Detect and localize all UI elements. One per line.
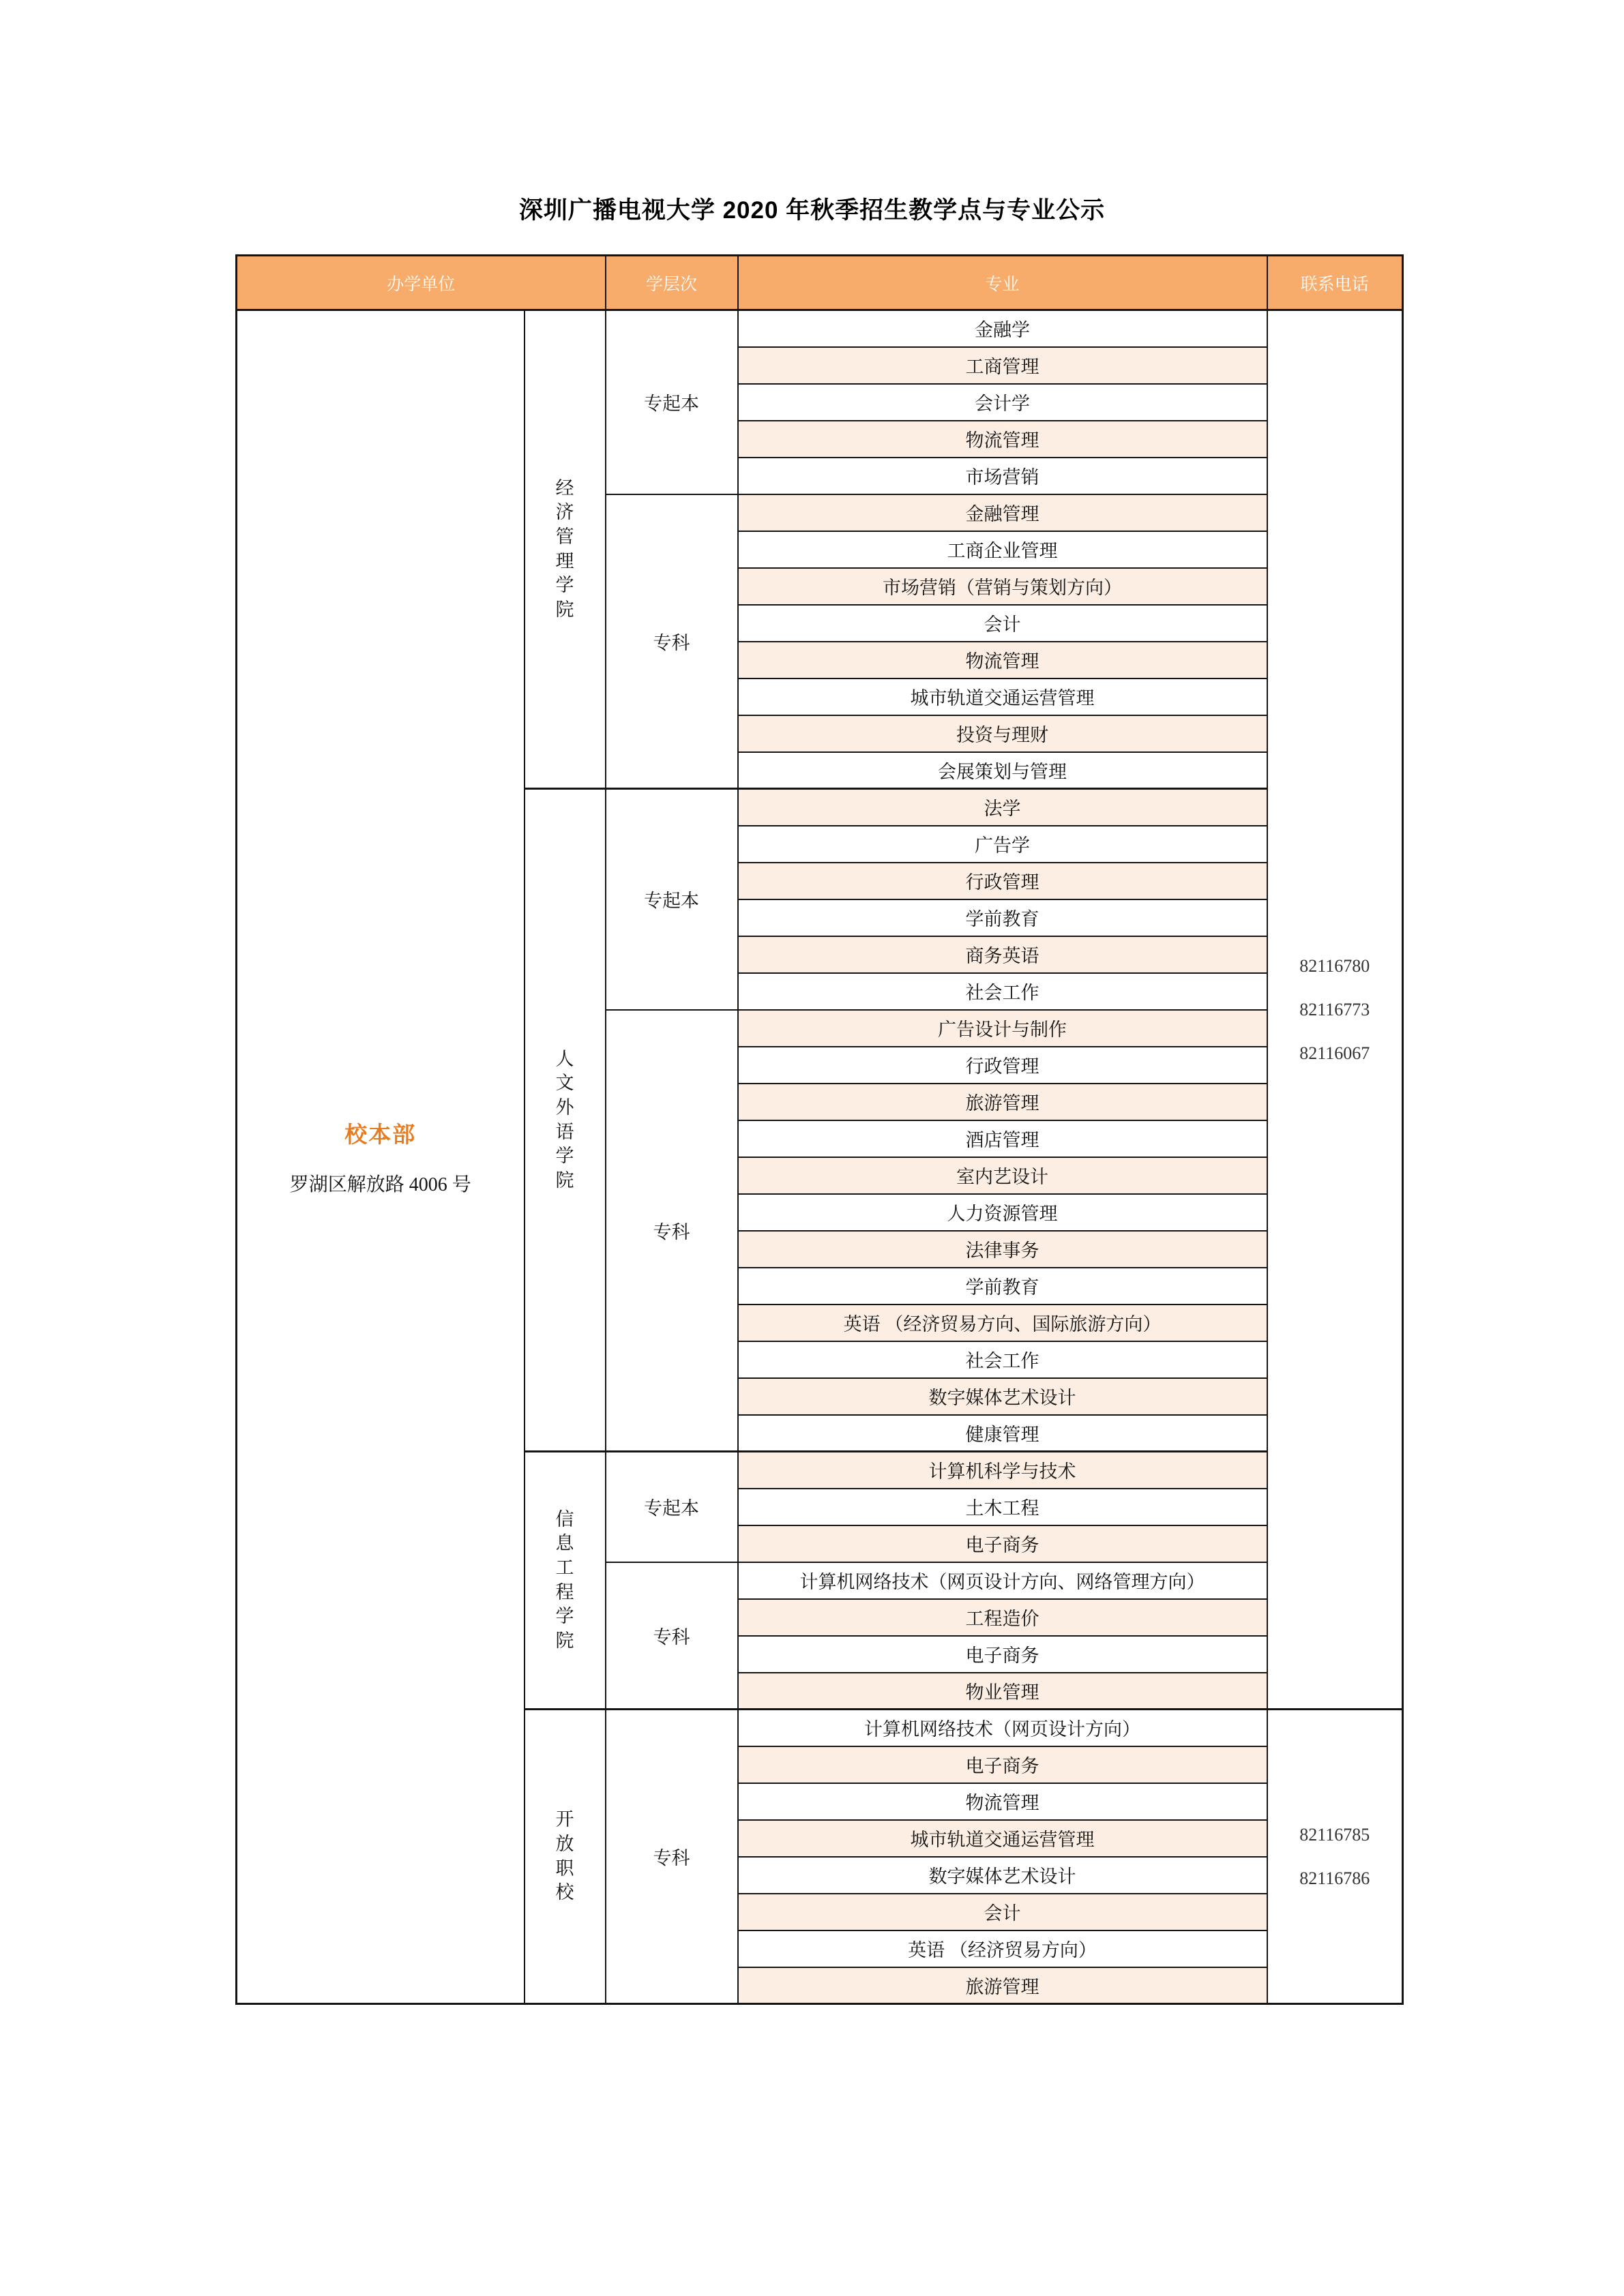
major-cell: 城市轨道交通运营管理 (738, 679, 1267, 715)
major-cell: 电子商务 (738, 1746, 1267, 1783)
major-cell: 计算机网络技术（网页设计方向、网络管理方向） (738, 1562, 1267, 1599)
major-cell: 人力资源管理 (738, 1194, 1267, 1231)
enrollment-table (235, 254, 1404, 2005)
major-cell: 会展策划与管理 (738, 752, 1267, 789)
major-cell: 广告学 (738, 826, 1267, 863)
major-cell: 计算机科学与技术 (738, 1452, 1267, 1489)
college-name: 人文外语学院 (555, 1048, 574, 1191)
campus-cell (237, 310, 525, 2004)
phone-cell-open (1267, 1710, 1403, 2004)
major-cell: 物业管理 (738, 1673, 1267, 1710)
major-cell: 数字媒体艺术设计 (738, 1378, 1267, 1415)
major-cell: 电子商务 (738, 1525, 1267, 1562)
major-cell: 工程造价 (738, 1599, 1267, 1636)
college-cell-humanities (525, 789, 606, 1452)
major-cell: 酒店管理 (738, 1120, 1267, 1157)
major-cell: 室内艺设计 (738, 1157, 1267, 1194)
level-cell: 专科 (606, 1710, 738, 2004)
major-cell: 旅游管理 (738, 1084, 1267, 1120)
major-cell: 物流管理 (738, 421, 1267, 458)
college-cell-economics (525, 310, 606, 789)
major-cell: 金融学 (738, 310, 1267, 347)
college-name: 经济管理学院 (555, 477, 574, 620)
major-cell: 工商管理 (738, 347, 1267, 384)
level-cell: 专科 (606, 1562, 738, 1710)
major-cell: 商务英语 (738, 936, 1267, 973)
phone-number: 82116780 (1299, 955, 1370, 976)
college-name: 开放职校 (555, 1809, 574, 1903)
phone-number: 82116067 (1299, 1043, 1370, 1063)
level-cell: 专科 (606, 494, 738, 789)
header-unit: 办学单位 (237, 256, 606, 310)
phone-number: 82116786 (1299, 1868, 1370, 1888)
level-cell: 专起本 (606, 310, 738, 494)
major-cell: 市场营销 (738, 458, 1267, 494)
major-cell: 行政管理 (738, 863, 1267, 899)
major-cell: 会计学 (738, 384, 1267, 421)
major-cell: 工商企业管理 (738, 531, 1267, 568)
major-cell: 行政管理 (738, 1047, 1267, 1084)
table-row (237, 310, 1403, 347)
phone-list (1268, 944, 1402, 1075)
page-title: 深圳广播电视大学 2020 年秋季招生教学点与专业公示 (518, 197, 1106, 224)
college-cell-engineering (525, 1452, 606, 1710)
major-cell: 学前教育 (738, 1268, 1267, 1304)
level-cell: 专科 (606, 1010, 738, 1452)
phone-cell-main (1267, 310, 1403, 1710)
major-cell: 市场营销（营销与策划方向） (738, 568, 1267, 605)
major-cell: 英语 （经济贸易方向、国际旅游方向） (738, 1304, 1267, 1341)
major-cell: 电子商务 (738, 1636, 1267, 1673)
major-cell: 广告设计与制作 (738, 1010, 1267, 1047)
major-cell: 金融管理 (738, 494, 1267, 531)
phone-number: 82116785 (1299, 1824, 1370, 1845)
major-cell: 数字媒体艺术设计 (738, 1857, 1267, 1894)
major-cell: 法律事务 (738, 1231, 1267, 1268)
major-cell: 健康管理 (738, 1415, 1267, 1452)
major-cell: 社会工作 (738, 1341, 1267, 1378)
major-cell: 土木工程 (738, 1489, 1267, 1525)
campus-name: 校本部 (344, 1123, 417, 1148)
level-cell: 专起本 (606, 1452, 738, 1562)
header-phone: 联系电话 (1267, 256, 1403, 310)
campus-address: 罗湖区解放路 4006 号 (289, 1174, 471, 1195)
major-cell: 投资与理财 (738, 715, 1267, 752)
major-cell: 物流管理 (738, 1783, 1267, 1820)
major-cell: 英语 （经济贸易方向） (738, 1930, 1267, 1967)
phone-list (1268, 1813, 1402, 1900)
major-cell: 城市轨道交通运营管理 (738, 1820, 1267, 1857)
header-major: 专业 (738, 256, 1267, 310)
college-cell-open-school (525, 1710, 606, 2004)
major-cell: 物流管理 (738, 642, 1267, 679)
college-name: 信息工程学院 (555, 1508, 574, 1651)
major-cell: 学前教育 (738, 899, 1267, 936)
major-cell: 计算机网络技术（网页设计方向） (738, 1710, 1267, 1746)
header-level: 学层次 (606, 256, 738, 310)
phone-number: 82116773 (1299, 999, 1370, 1019)
level-cell: 专起本 (606, 789, 738, 1010)
major-cell: 社会工作 (738, 973, 1267, 1010)
major-cell: 会计 (738, 1894, 1267, 1930)
major-cell: 法学 (738, 789, 1267, 826)
major-cell: 会计 (738, 605, 1267, 642)
major-cell: 旅游管理 (738, 1967, 1267, 2004)
table-header-row (237, 256, 1403, 310)
